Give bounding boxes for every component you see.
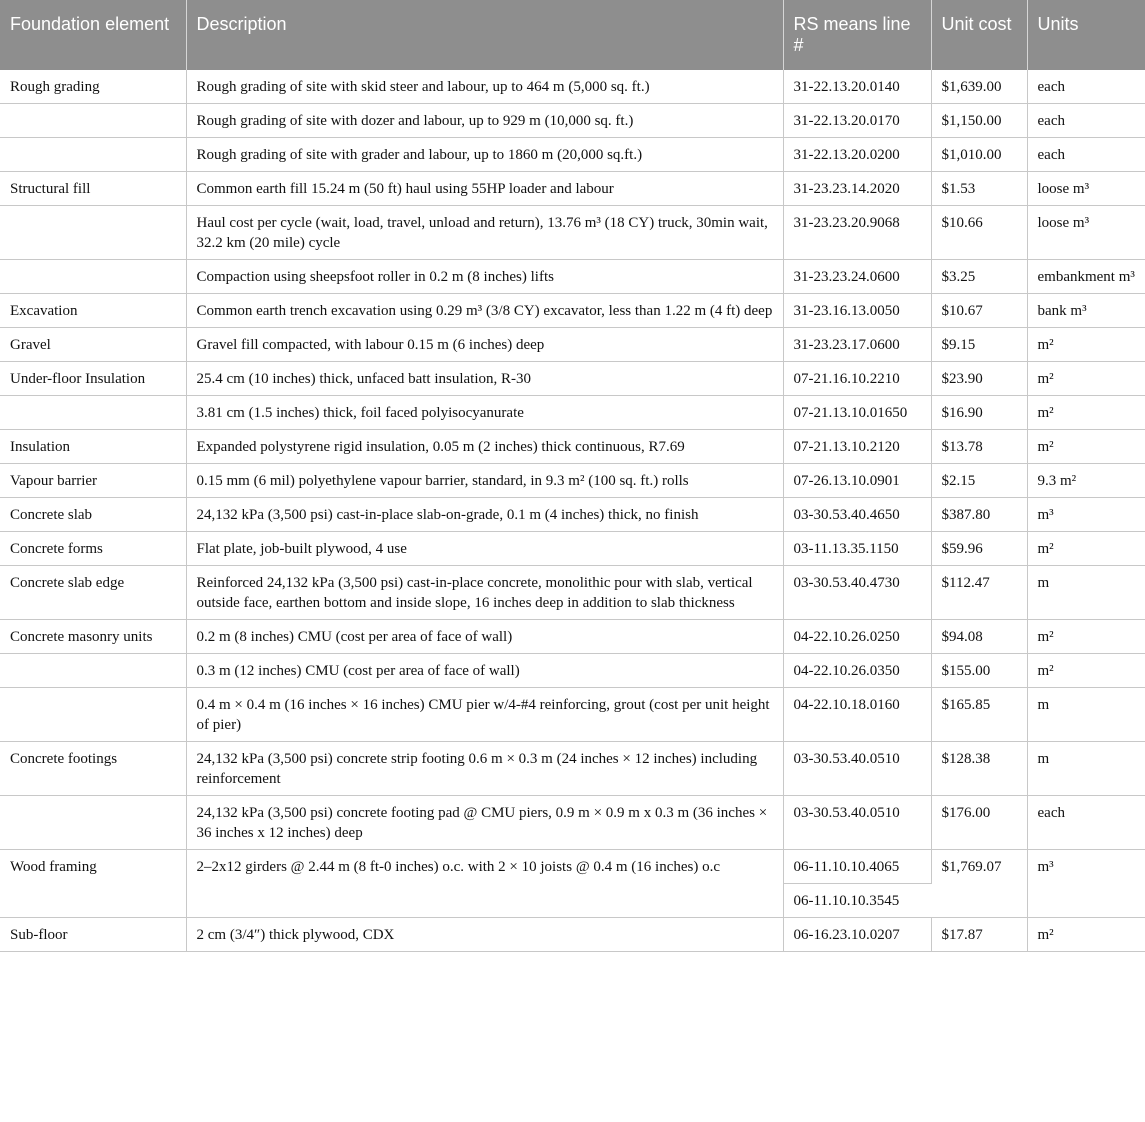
cell-cost: $16.90 bbox=[931, 396, 1027, 430]
header-unit-cost: Unit cost bbox=[931, 0, 1027, 70]
cell-line: 03-30.53.40.0510 bbox=[783, 742, 931, 796]
cell-element: Rough grading bbox=[0, 70, 186, 104]
cell-element bbox=[0, 206, 186, 260]
cell-cost: $128.38 bbox=[931, 742, 1027, 796]
cell-cost: $1,010.00 bbox=[931, 138, 1027, 172]
cell-element: Concrete slab edge bbox=[0, 566, 186, 620]
cell-description: Gravel fill compacted, with labour 0.15 m (6 inches) deep bbox=[186, 328, 783, 362]
cell-units: m² bbox=[1027, 328, 1145, 362]
table-row bbox=[0, 328, 1145, 362]
cell-element: Insulation bbox=[0, 430, 186, 464]
cell-cost: $1,150.00 bbox=[931, 104, 1027, 138]
cell-description: Rough grading of site with grader and labour, up to 1860 m (20,000 sq.ft.) bbox=[186, 138, 783, 172]
cell-cost: $23.90 bbox=[931, 362, 1027, 396]
cell-description: 25.4 cm (10 inches) thick, unfaced batt insulation, R-30 bbox=[186, 362, 783, 396]
cell-units: m bbox=[1027, 566, 1145, 620]
cell-cost: $13.78 bbox=[931, 430, 1027, 464]
cell-description: 24,132 kPa (3,500 psi) concrete footing pad @ CMU piers, 0.9 m × 0.9 m x 0.3 m (36 inches × 36 inches x 12 inches) deep bbox=[186, 796, 783, 850]
table-row bbox=[0, 742, 1145, 796]
cell-line: 31-22.13.20.0200 bbox=[783, 138, 931, 172]
cell-element: Concrete forms bbox=[0, 532, 186, 566]
cell-element bbox=[0, 396, 186, 430]
cell-cost: $59.96 bbox=[931, 532, 1027, 566]
cell-units: bank m³ bbox=[1027, 294, 1145, 328]
cell-line: 31-23.23.24.0600 bbox=[783, 260, 931, 294]
cell-units: m bbox=[1027, 688, 1145, 742]
table-row bbox=[0, 532, 1145, 566]
cell-units: m² bbox=[1027, 654, 1145, 688]
cell-element: Vapour barrier bbox=[0, 464, 186, 498]
cell-description: 24,132 kPa (3,500 psi) concrete strip footing 0.6 m × 0.3 m (24 inches × 12 inches) including reinforcement bbox=[186, 742, 783, 796]
cell-cost: $9.15 bbox=[931, 328, 1027, 362]
cell-cost: $112.47 bbox=[931, 566, 1027, 620]
cell-cost: $176.00 bbox=[931, 796, 1027, 850]
cell-description: Rough grading of site with skid steer and labour, up to 464 m (5,000 sq. ft.) bbox=[186, 70, 783, 104]
cell-element: Gravel bbox=[0, 328, 186, 362]
table-row bbox=[0, 104, 1145, 138]
cell-description: Compaction using sheepsfoot roller in 0.2 m (8 inches) lifts bbox=[186, 260, 783, 294]
table-row bbox=[0, 260, 1145, 294]
cell-element: Under-floor Insulation bbox=[0, 362, 186, 396]
cell-line: 31-22.13.20.0170 bbox=[783, 104, 931, 138]
cell-line: 31-22.13.20.0140 bbox=[783, 70, 931, 104]
cell-element bbox=[0, 654, 186, 688]
cell-line: 03-30.53.40.0510 bbox=[783, 796, 931, 850]
table-header bbox=[0, 0, 1145, 70]
table-row bbox=[0, 430, 1145, 464]
cell-line: 03-30.53.40.4650 bbox=[783, 498, 931, 532]
header-foundation-element: Foundation element bbox=[0, 0, 186, 70]
cell-element bbox=[0, 260, 186, 294]
cell-line: 03-11.13.35.1150 bbox=[783, 532, 931, 566]
cell-units: m² bbox=[1027, 918, 1145, 952]
cell-element bbox=[0, 688, 186, 742]
cell-description: Reinforced 24,132 kPa (3,500 psi) cast-in-place concrete, monolithic pour with slab, vertical outside face, earthen bottom and inside slope, 16 inches deep in addition to slab thickness bbox=[186, 566, 783, 620]
table-row bbox=[0, 172, 1145, 206]
cell-line: 04-22.10.26.0350 bbox=[783, 654, 931, 688]
table-row bbox=[0, 620, 1145, 654]
cell-cost: $1.53 bbox=[931, 172, 1027, 206]
cell-units: m³ bbox=[1027, 850, 1145, 918]
table-row bbox=[0, 498, 1145, 532]
cell-units: m² bbox=[1027, 362, 1145, 396]
cell-description: Common earth trench excavation using 0.29 m³ (3/8 CY) excavator, less than 1.22 m (4 ft) deep bbox=[186, 294, 783, 328]
cell-line: 03-30.53.40.4730 bbox=[783, 566, 931, 620]
cell-units: each bbox=[1027, 104, 1145, 138]
cell-units: m³ bbox=[1027, 498, 1145, 532]
cell-line: 04-22.10.18.0160 bbox=[783, 688, 931, 742]
cell-line: 06-11.10.10.3545 bbox=[783, 884, 931, 918]
header-units: Units bbox=[1027, 0, 1145, 70]
cell-cost: $10.66 bbox=[931, 206, 1027, 260]
cell-element: Excavation bbox=[0, 294, 186, 328]
cell-cost: $1,769.07 bbox=[931, 850, 1027, 918]
table-row bbox=[0, 138, 1145, 172]
table-row bbox=[0, 206, 1145, 260]
table-row bbox=[0, 464, 1145, 498]
cell-line: 06-11.10.10.4065 bbox=[783, 850, 931, 884]
table-row bbox=[0, 688, 1145, 742]
cell-cost: $2.15 bbox=[931, 464, 1027, 498]
cell-description: Flat plate, job-built plywood, 4 use bbox=[186, 532, 783, 566]
header-rs-means-line: RS means line # bbox=[783, 0, 931, 70]
cell-element bbox=[0, 138, 186, 172]
cell-units: loose m³ bbox=[1027, 206, 1145, 260]
cell-cost: $387.80 bbox=[931, 498, 1027, 532]
cell-description: 0.2 m (8 inches) CMU (cost per area of face of wall) bbox=[186, 620, 783, 654]
table-row bbox=[0, 362, 1145, 396]
table-row bbox=[0, 294, 1145, 328]
cell-units: each bbox=[1027, 138, 1145, 172]
cell-line: 31-23.23.14.2020 bbox=[783, 172, 931, 206]
cell-units: m² bbox=[1027, 396, 1145, 430]
cell-line: 31-23.16.13.0050 bbox=[783, 294, 931, 328]
cell-description: Common earth fill 15.24 m (50 ft) haul using 55HP loader and labour bbox=[186, 172, 783, 206]
cell-units: m² bbox=[1027, 620, 1145, 654]
cell-units: embankment m³ bbox=[1027, 260, 1145, 294]
cell-element: Concrete slab bbox=[0, 498, 186, 532]
cell-description: 2 cm (3/4″) thick plywood, CDX bbox=[186, 918, 783, 952]
cell-units: m bbox=[1027, 742, 1145, 796]
cell-cost: $1,639.00 bbox=[931, 70, 1027, 104]
cell-description: 0.3 m (12 inches) CMU (cost per area of face of wall) bbox=[186, 654, 783, 688]
cell-units: m² bbox=[1027, 532, 1145, 566]
cell-cost: $17.87 bbox=[931, 918, 1027, 952]
table-row bbox=[0, 396, 1145, 430]
table-row bbox=[0, 566, 1145, 620]
cell-line: 04-22.10.26.0250 bbox=[783, 620, 931, 654]
cell-units: loose m³ bbox=[1027, 172, 1145, 206]
cell-line: 31-23.23.17.0600 bbox=[783, 328, 931, 362]
cell-units: each bbox=[1027, 796, 1145, 850]
cell-description: 24,132 kPa (3,500 psi) cast-in-place slab-on-grade, 0.1 m (4 inches) thick, no finish bbox=[186, 498, 783, 532]
cell-cost: $3.25 bbox=[931, 260, 1027, 294]
table-row bbox=[0, 70, 1145, 104]
header-row bbox=[0, 0, 1145, 70]
table-row bbox=[0, 918, 1145, 952]
cell-units: m² bbox=[1027, 430, 1145, 464]
cell-units: each bbox=[1027, 70, 1145, 104]
cell-element bbox=[0, 104, 186, 138]
cell-description: 0.4 m × 0.4 m (16 inches × 16 inches) CMU pier w/4-#4 reinforcing, grout (cost per unit height of pier) bbox=[186, 688, 783, 742]
table-row bbox=[0, 850, 1145, 884]
cell-description: Rough grading of site with dozer and labour, up to 929 m (10,000 sq. ft.) bbox=[186, 104, 783, 138]
cell-description: 3.81 cm (1.5 inches) thick, foil faced polyisocyanurate bbox=[186, 396, 783, 430]
cell-cost: $10.67 bbox=[931, 294, 1027, 328]
cell-description: 2–2x12 girders @ 2.44 m (8 ft-0 inches) o.c. with 2 × 10 joists @ 0.4 m (16 inches) o.c bbox=[186, 850, 783, 918]
cell-element: Wood framing bbox=[0, 850, 186, 918]
cell-element: Concrete masonry units bbox=[0, 620, 186, 654]
cell-element: Structural fill bbox=[0, 172, 186, 206]
cell-line: 07-21.16.10.2210 bbox=[783, 362, 931, 396]
cell-units: 9.3 m² bbox=[1027, 464, 1145, 498]
cell-element bbox=[0, 796, 186, 850]
cell-line: 07-21.13.10.2120 bbox=[783, 430, 931, 464]
cell-cost: $165.85 bbox=[931, 688, 1027, 742]
cell-line: 06-16.23.10.0207 bbox=[783, 918, 931, 952]
cell-description: 0.15 mm (6 mil) polyethylene vapour barrier, standard, in 9.3 m² (100 sq. ft.) rolls bbox=[186, 464, 783, 498]
cell-element: Sub-floor bbox=[0, 918, 186, 952]
table-row bbox=[0, 796, 1145, 850]
table-body bbox=[0, 70, 1145, 952]
cell-cost: $155.00 bbox=[931, 654, 1027, 688]
cell-description: Expanded polystyrene rigid insulation, 0.05 m (2 inches) thick continuous, R7.69 bbox=[186, 430, 783, 464]
cell-line: 07-21.13.10.01650 bbox=[783, 396, 931, 430]
cell-line: 07-26.13.10.0901 bbox=[783, 464, 931, 498]
table-row bbox=[0, 654, 1145, 688]
cell-element: Concrete footings bbox=[0, 742, 186, 796]
header-description: Description bbox=[186, 0, 783, 70]
cell-description: Haul cost per cycle (wait, load, travel, unload and return), 13.76 m³ (18 CY) truck, 30min wait, 32.2 km (20 mile) cycle bbox=[186, 206, 783, 260]
cell-line: 31-23.23.20.9068 bbox=[783, 206, 931, 260]
cell-cost: $94.08 bbox=[931, 620, 1027, 654]
